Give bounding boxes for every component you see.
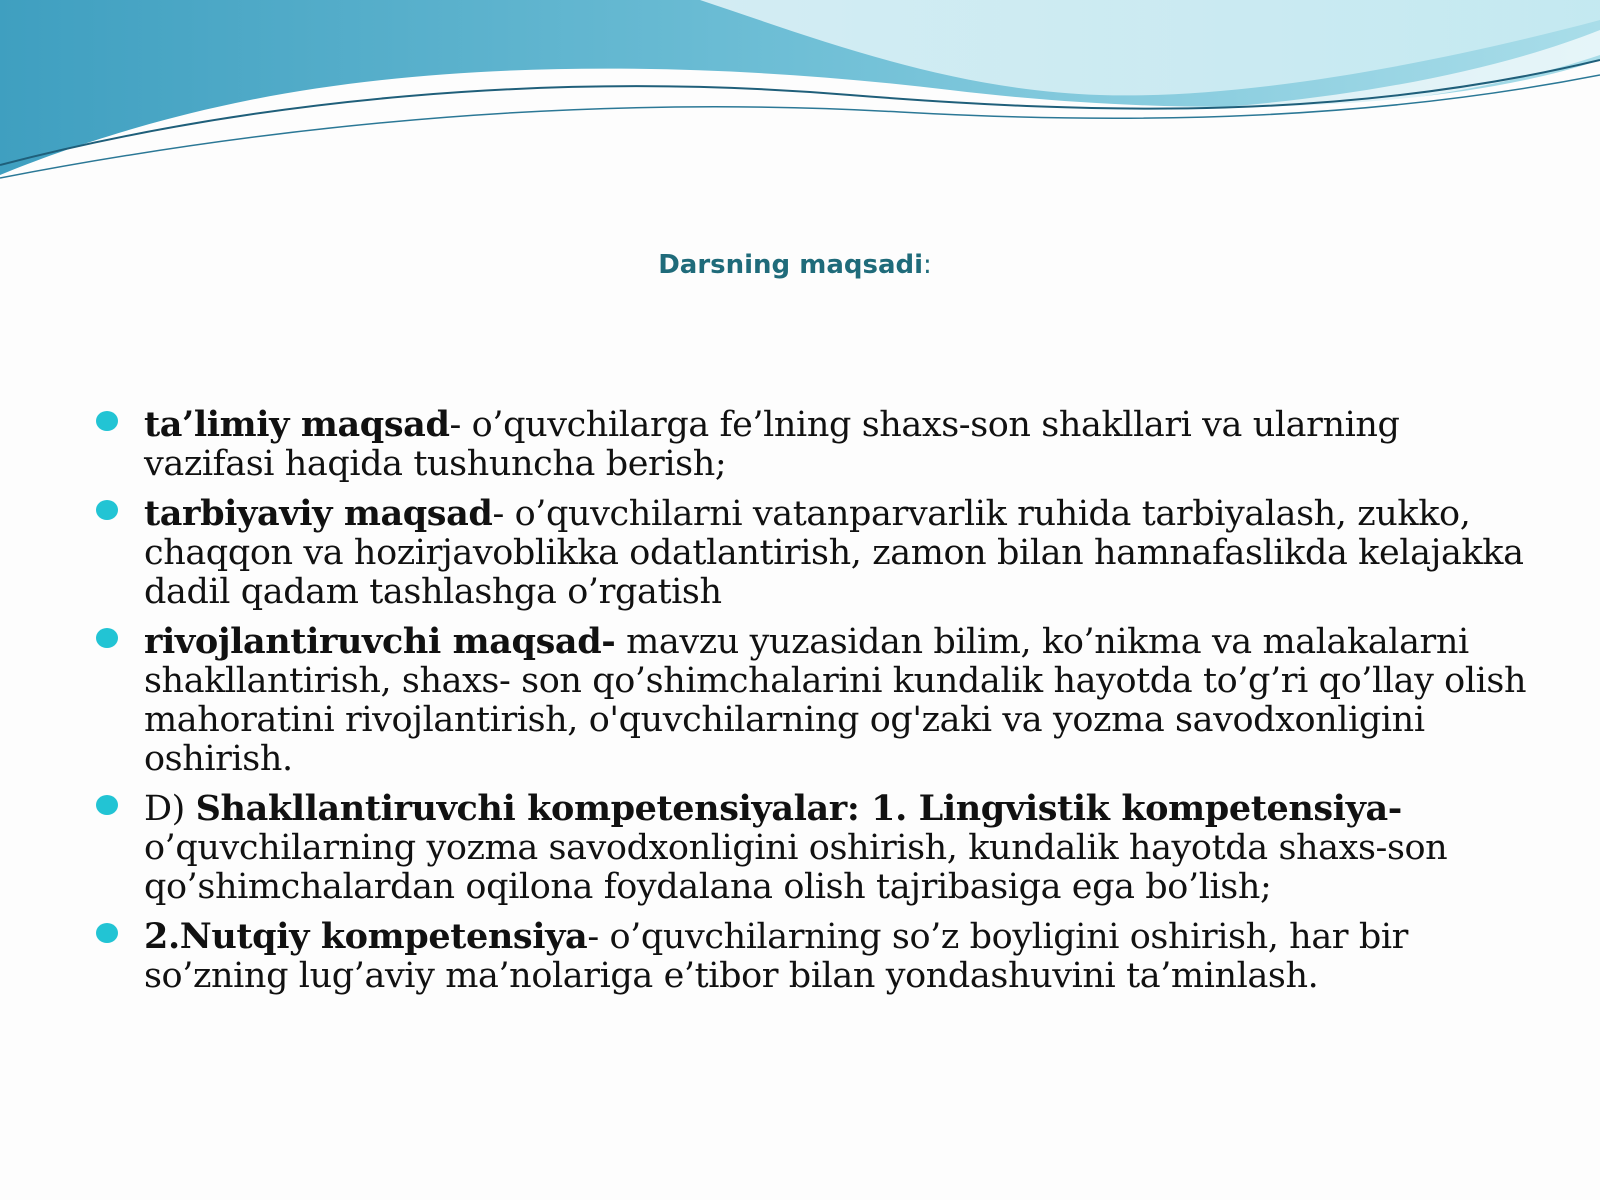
title-text: Darsning maqsadi [658, 250, 924, 280]
list-item-text [144, 494, 1536, 612]
list-item [96, 917, 1536, 996]
list-item-text [144, 917, 1536, 996]
bullet-list [96, 405, 1536, 1006]
item-prefix: D) [144, 789, 196, 829]
list-item [96, 789, 1536, 907]
item-heading: rivojlantiruvchi maqsad- [144, 621, 616, 662]
list-item [96, 405, 1536, 484]
list-item-text [144, 622, 1536, 779]
bullet-icon [96, 411, 118, 431]
item-body: - o’quvchilarga fe’lning shaxs-son shakllari va ularning vazifasi haqida tushuncha berish; [144, 405, 1400, 484]
item-body: o’quvchilarning yozma savodxonligini oshirish, kundalik hayotda shaxs-son qo’shimchalardan oqilona foydalana olish tajribasiga ega bo’lish; [144, 828, 1448, 907]
item-body: - o’quvchilarning so’z boyligini oshirish, har bir so’zning lug’aviy ma’nolariga e’tibor bilan yondashuvini ta’minlash. [144, 917, 1408, 996]
list-item-text [144, 405, 1536, 484]
item-heading: tarbiyaviy maqsad [144, 493, 493, 534]
item-heading: Shakllantiruvchi kompetensiyalar: 1. Lingvistik kompetensiya- [195, 788, 1402, 829]
title-colon: : [923, 250, 932, 280]
item-body: - o’quvchilarni vatanparvarlik ruhida tarbiyalash, zukko, chaqqon va hozirjavoblikka odatlantirish, zamon bilan hamnafaslikda kelajakka dadil qadam tashlashga o’rgatish [144, 494, 1524, 612]
item-heading: ta’limiy maqsad [144, 404, 450, 445]
list-item [96, 622, 1536, 779]
list-item [96, 494, 1536, 612]
header-wave-decoration [0, 0, 1600, 200]
item-body: mavzu yuzasidan bilim, ko’nikma va malakalarni shakllantirish, shaxs- son qo’shimchalarini kundalik hayotda to’g’ri qo’llay olish mahoratini rivojlantirish, o'quvchilarning og'zaki va yozma savodxonligini oshirish. [144, 622, 1527, 779]
slide-title [0, 248, 1590, 282]
bullet-icon [96, 500, 118, 520]
list-item-text [144, 789, 1536, 907]
bullet-icon [96, 923, 118, 943]
bullet-icon [96, 795, 118, 815]
bullet-icon [96, 628, 118, 648]
item-heading: 2.Nutqiy kompetensiya [144, 916, 588, 957]
